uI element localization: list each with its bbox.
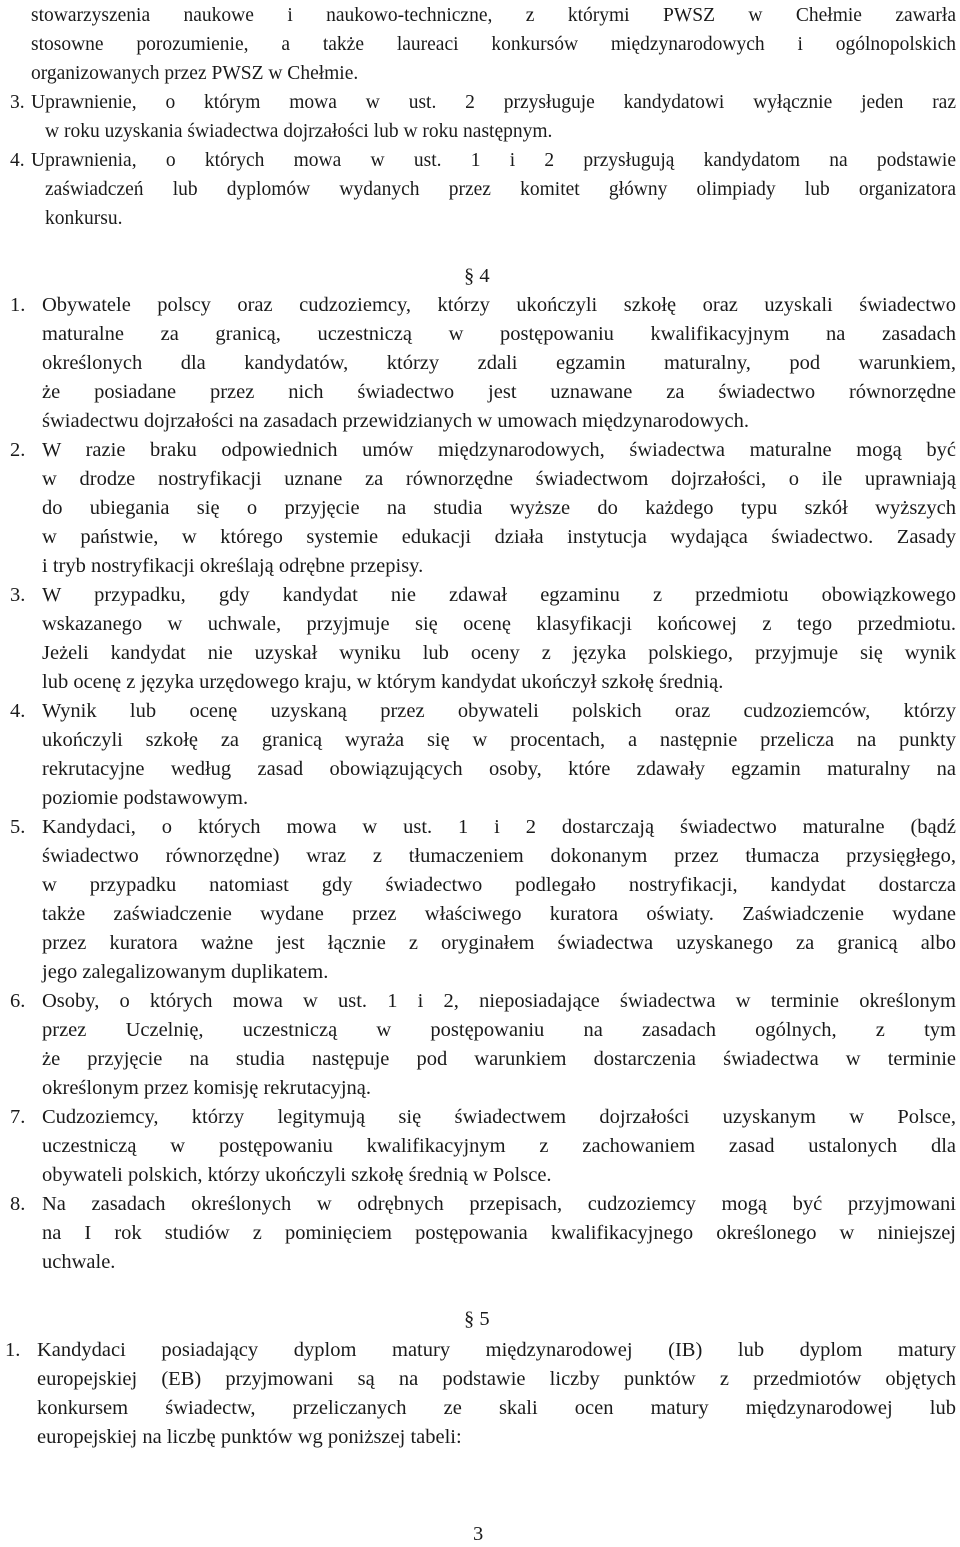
s4-item-4-line: poziomie podstawowym. (42, 787, 249, 809)
item-number: 3. (10, 584, 26, 606)
intro-item-4-line-2: zaświadczeń lub dyplomów wydanych przez komitet główny olimpiady lub organizatora (45, 179, 956, 200)
item-number: 1. (5, 1339, 21, 1361)
intro-item-3-line-1: Uprawnienie, o którym mowa w ust. 2 przysługuje kandydatowi wyłącznie jeden raz (31, 92, 956, 113)
s4-item-2-line: w państwie, w którego systemie edukacji działa instytucja wydająca świadectwo. Zasady (42, 526, 956, 548)
s4-item-1-line: że posiadane przez nich świadectwo jest uznawane za świadectwo równorzędne (42, 381, 956, 403)
s4-item-1-line: świadectwu dojrzałości na zasadach przewidzianych w umowach międzynarodowych. (42, 410, 749, 432)
intro-line-3: organizowanych przez PWSZ w Chełmie. (31, 63, 359, 84)
section-4-heading: § 4 (464, 265, 490, 287)
section-5-heading: § 5 (464, 1308, 490, 1330)
s4-item-5-line: jego zalegalizowanym duplikatem. (42, 961, 329, 983)
s4-item-7-line: uczestniczą w postępowaniu kwalifikacyjnym z zachowaniem zasad ustalonych dla (42, 1135, 956, 1157)
s4-item-1-line: określonych dla kandydatów, którzy zdali egzamin maturalny, pod warunkiem, (42, 352, 956, 374)
s4-item-6-line: że przyjęcie na studia następuje pod warunkiem dostarczenia świadectwa w terminie (42, 1048, 956, 1070)
s4-item-8-line: Na zasadach określonych w odrębnych przepisach, cudzoziemcy mogą być przyjmowani (42, 1193, 956, 1215)
item-number: 5. (10, 816, 26, 838)
s4-item-5-line: świadectwo równorzędne) wraz z tłumaczeniem dokonanym przez tłumacza przysięgłego, (42, 845, 956, 867)
s4-item-3-line: lub ocenę z języka urzędowego kraju, w którym kandydat ukończył szkołę średnią. (42, 671, 724, 693)
s4-item-3-line: wskazanego w uchwale, przyjmuje się ocenę klasyfikacji końcowej z tego przedmiotu. (42, 613, 956, 635)
s4-item-8-line: na I rok studiów z pominięciem postępowania kwalifikacyjnego określonego w niniejszej (42, 1222, 956, 1244)
s5-item-1-line: europejskiej na liczbę punktów wg poniższej tabeli: (37, 1426, 462, 1448)
s4-item-8-line: uchwale. (42, 1251, 116, 1273)
s4-item-6-line: przez Uczelnię, uczestniczą w postępowaniu na zasadach ogólnych, z tym (42, 1019, 956, 1041)
s4-item-5-line: przez kuratora ważne jest łącznie z oryginałem świadectwa uzyskanego za granicą albo (42, 932, 956, 954)
item-number: 1. (10, 294, 26, 316)
s4-item-3-line: W przypadku, gdy kandydat nie zdawał egzaminu z przedmiotu obowiązkowego (42, 584, 956, 606)
s4-item-1-line: maturalne za granicą, uczestniczą w postępowaniu kwalifikacyjnym na zasadach (42, 323, 956, 345)
intro-item-4-line-3: konkursu. (45, 208, 123, 229)
intro-item-3-line-2: w roku uzyskania świadectwa dojrzałości lub w roku następnym. (45, 121, 553, 142)
s4-item-4-line: rekrutacyjne według zasad obowiązujących osoby, które zdawały egzamin maturalny na (42, 758, 956, 780)
intro-item-4-line-1: Uprawnienia, o których mowa w ust. 1 i 2 przysługują kandydatom na podstawie (31, 150, 956, 171)
item-number: 6. (10, 990, 26, 1012)
item-number: 8. (10, 1193, 26, 1215)
s4-item-4-line: Wynik lub ocenę uzyskaną przez obywateli polskich oraz cudzoziemców, którzy (42, 700, 956, 722)
intro-line-1: stowarzyszenia naukowe i naukowo-techniczne, z którymi PWSZ w Chełmie zawarła (31, 5, 956, 26)
s4-item-7-line: Cudzoziemcy, którzy legitymują się świadectwem dojrzałości uzyskanym w Polsce, (42, 1106, 956, 1128)
s4-item-3-line: Jeżeli kandydat nie uzyskał wyniku lub oceny z języka polskiego, przyjmuje się wynik (42, 642, 956, 664)
s4-item-5-line: także zaświadczenie wydane przez właściwego kuratora oświaty. Zaświadczenie wydane (42, 903, 956, 925)
intro-item-number: 3. (10, 92, 25, 113)
s5-item-1-line: konkursem świadectw, przeliczanych ze skali ocen matury międzynarodowej lub (37, 1397, 956, 1419)
intro-item-number: 4. (10, 150, 25, 171)
item-number: 7. (10, 1106, 26, 1128)
s4-item-6-line: Osoby, o których mowa w ust. 1 i 2, nieposiadające świadectwa w terminie określonym (42, 990, 956, 1012)
s4-item-1-line: Obywatele polscy oraz cudzoziemcy, którzy ukończyli szkołę oraz uzyskali świadectwo (42, 294, 956, 316)
s4-item-2-line: do ubiegania się o przyjęcie na studia wyższe do każdego typu szkół wyższych (42, 497, 956, 519)
s4-item-6-line: określonym przez komisję rekrutacyjną. (42, 1077, 372, 1099)
s5-item-1-line: europejskiej (EB) przyjmowani są na podstawie liczby punktów z przedmiotów objętych (37, 1368, 956, 1390)
page-number: 3 (473, 1523, 484, 1545)
s4-item-7-line: obywateli polskich, którzy ukończyli szkołę średnią w Polsce. (42, 1164, 552, 1186)
s5-item-1-line: Kandydaci posiadający dyplom matury międzynarodowej (IB) lub dyplom matury (37, 1339, 956, 1361)
intro-line-2: stosowne porozumienie, a także laureaci konkursów międzynarodowych i ogólnopolskich (31, 34, 956, 55)
s4-item-2-line: W razie braku odpowiednich umów międzynarodowych, świadectwa maturalne mogą być (42, 439, 956, 461)
s4-item-5-line: w przypadku natomiast gdy świadectwo podlegało nostryfikacji, kandydat dostarcza (42, 874, 956, 896)
item-number: 2. (10, 439, 26, 461)
s4-item-5-line: Kandydaci, o których mowa w ust. 1 i 2 dostarczają świadectwo maturalne (bądź (42, 816, 956, 838)
s4-item-4-line: ukończyli szkołę za granicą wyraża się w procentach, a następnie przelicza na punkty (42, 729, 956, 751)
item-number: 4. (10, 700, 26, 722)
s4-item-2-line: i tryb nostryfikacji określają odrębne przepisy. (42, 555, 424, 577)
s4-item-2-line: w drodze nostryfikacji uznane za równorzędne świadectwom dojrzałości, o ile uprawniają (42, 468, 956, 490)
